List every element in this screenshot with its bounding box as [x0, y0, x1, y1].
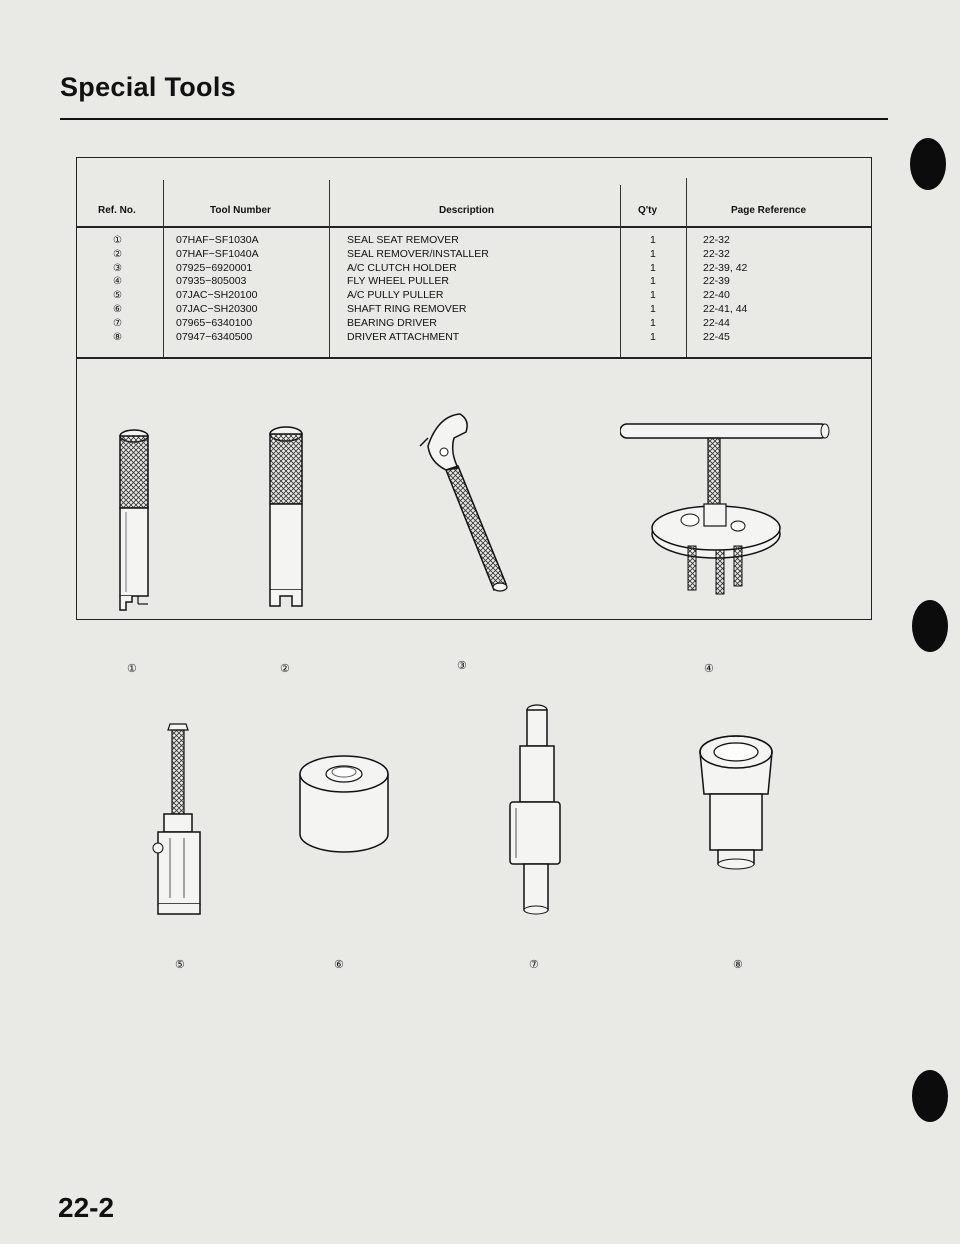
table-row: SEAL SEAT REMOVER	[347, 234, 459, 246]
table-row: 1	[650, 316, 656, 329]
table-row: 1	[650, 330, 656, 343]
illustration-label: ④	[704, 663, 714, 675]
ac-clutch-holder-illustration	[408, 408, 518, 598]
table-row: 22-40	[703, 289, 730, 302]
header-qty: Q'ty	[638, 205, 658, 216]
table-row: 1	[650, 275, 656, 288]
bearing-driver-illustration	[500, 700, 570, 918]
table-row: ④	[113, 276, 122, 288]
illustration-label: ⑥	[334, 959, 344, 971]
table-row: 07HAF−SF1030A	[176, 234, 259, 246]
qty-column	[650, 234, 656, 344]
table-row: ③	[113, 262, 122, 274]
header-ref-no: Ref. No.	[98, 205, 136, 216]
table-row: ⑦	[113, 317, 122, 329]
shaft-ring-remover-illustration	[296, 754, 392, 862]
header-page-reference: Page Reference	[731, 205, 807, 216]
illustration-label: ⑦	[529, 959, 539, 971]
table-row: 07925−6920001	[176, 261, 253, 274]
ref-column	[113, 234, 122, 344]
table-row: FLY WHEEL PULLER	[347, 275, 449, 288]
table-row: BEARING DRIVER	[347, 316, 437, 329]
illustration-label: ⑤	[175, 959, 185, 971]
table-row: A/C CLUTCH HOLDER	[347, 261, 457, 274]
table-row: 22-39	[703, 275, 730, 288]
column-divider	[329, 180, 330, 357]
table-row: 1	[650, 302, 656, 315]
driver-attachment-illustration	[696, 730, 776, 880]
table-bottom-rule	[76, 357, 872, 359]
table-row: 1	[650, 289, 656, 302]
page-reference-column	[703, 234, 747, 344]
table-row: 07JAC−SH20300	[176, 302, 258, 315]
binding-hole-dot	[910, 138, 946, 190]
ac-pully-puller-illustration	[144, 718, 214, 924]
column-divider	[620, 185, 621, 357]
column-divider	[163, 180, 164, 357]
description-column	[347, 234, 489, 344]
table-row: 1	[650, 234, 656, 246]
fly-wheel-puller-illustration	[620, 416, 840, 602]
table-row: ⑧	[113, 331, 122, 343]
table-row: ⑤	[113, 290, 122, 302]
page-title: Special Tools	[60, 72, 236, 102]
header-tool-number: Tool Number	[210, 205, 271, 216]
table-row: 22-41, 44	[703, 302, 748, 315]
table-row: 07947−6340500	[176, 330, 253, 343]
table-row: SEAL REMOVER/INSTALLER	[347, 247, 489, 260]
illustration-label: ③	[457, 660, 467, 672]
title-rule	[60, 118, 888, 120]
table-row: 22-32	[703, 247, 730, 260]
seal-seat-remover-illustration	[106, 420, 162, 620]
table-row: 22-45	[703, 330, 730, 343]
table-row: A/C PULLY PULLER	[347, 289, 444, 302]
table-row: 07HAF−SF1040A	[176, 247, 259, 260]
table-row: ①	[113, 235, 122, 246]
table-row: 1	[650, 247, 656, 260]
seal-remover-installer-illustration	[256, 416, 316, 612]
illustration-label: ⑧	[733, 959, 743, 971]
binding-hole-dot	[912, 1070, 948, 1122]
table-row: 22-44	[703, 316, 730, 329]
table-row: ②	[113, 248, 122, 260]
table-row: 1	[650, 261, 656, 274]
binding-hole-dot	[912, 600, 948, 652]
illustration-label: ①	[127, 663, 137, 675]
table-row: 07JAC−SH20100	[176, 289, 258, 302]
table-row: 22-32	[703, 234, 730, 246]
table-row: 22-39, 42	[703, 261, 748, 274]
header-rule	[76, 226, 872, 228]
table-row: ⑥	[113, 303, 122, 315]
table-row: DRIVER ATTACHMENT	[347, 330, 460, 343]
tool-number-column	[176, 234, 259, 344]
table-row: 07965−6340100	[176, 316, 253, 329]
table-row: 07935−805003	[176, 275, 247, 288]
page-number: 22-2	[58, 1192, 115, 1223]
table-row: SHAFT RING REMOVER	[347, 302, 467, 315]
header-description: Description	[439, 205, 495, 216]
illustration-label: ②	[280, 663, 290, 675]
column-divider	[686, 178, 687, 357]
